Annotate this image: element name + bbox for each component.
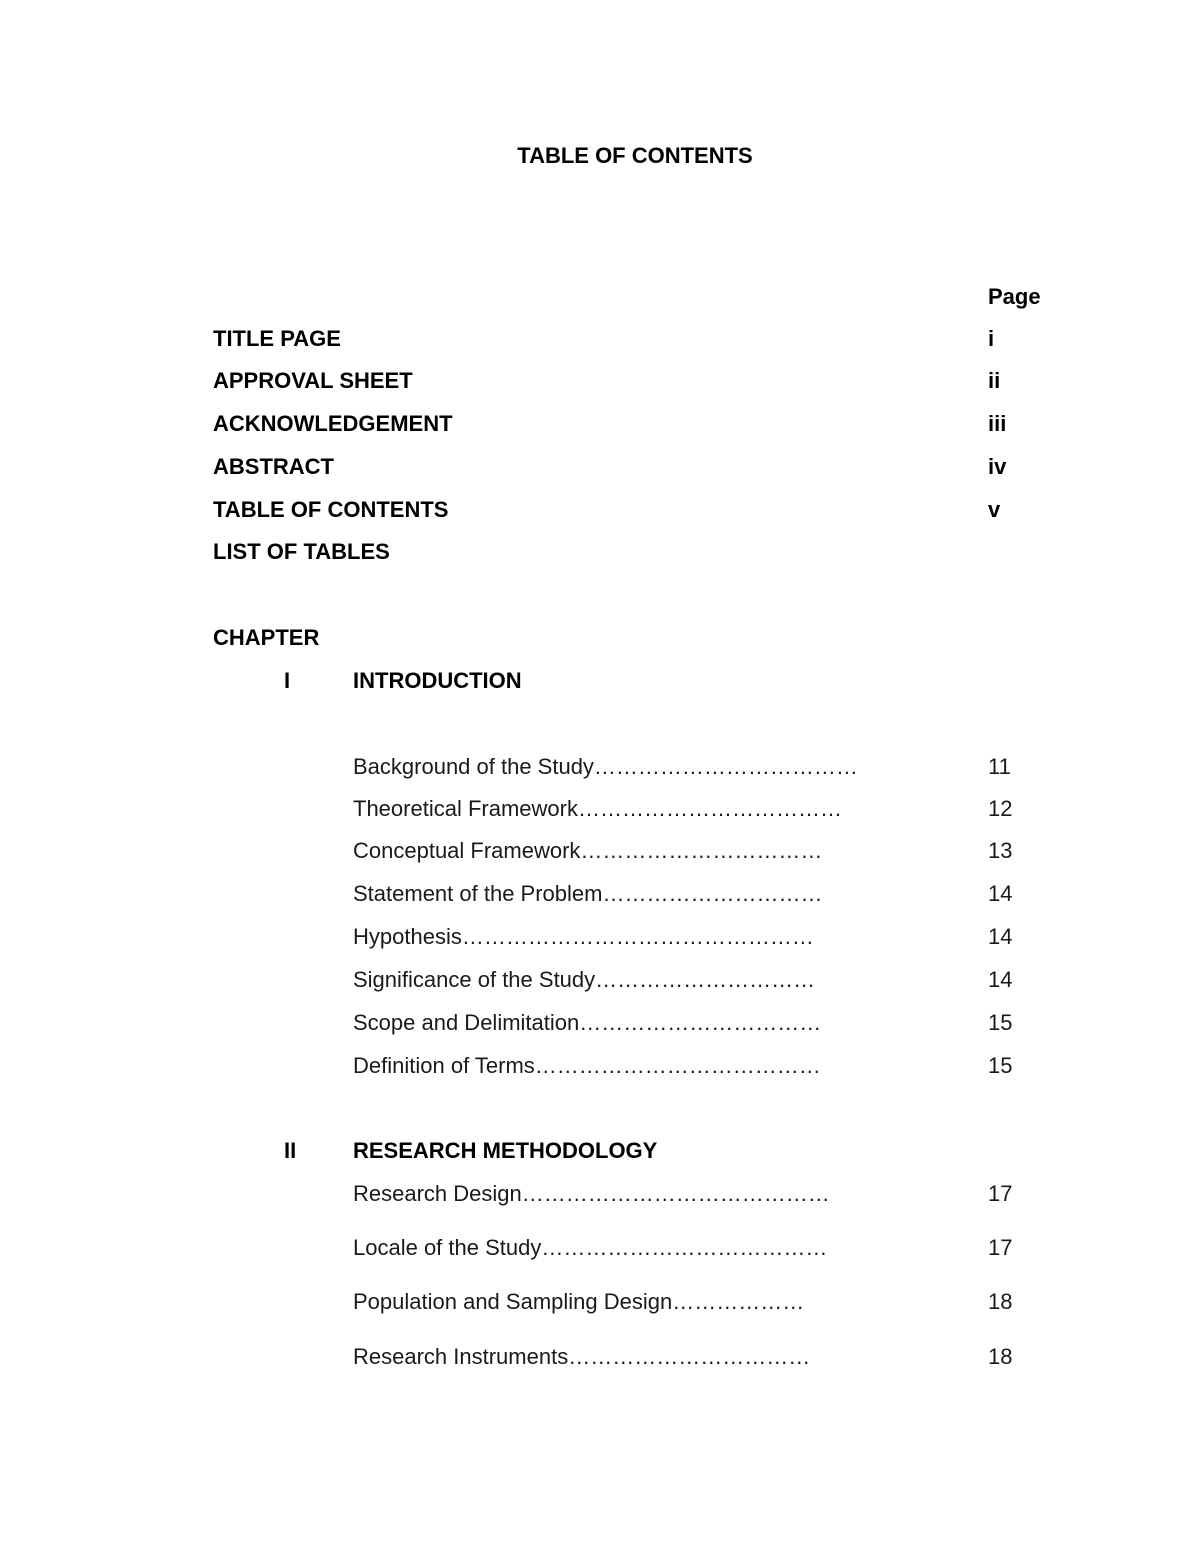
chapter-title: INTRODUCTION <box>353 668 522 693</box>
toc-section-entry: Conceptual Framework…………………………… <box>353 838 823 863</box>
toc-page-abstract: iv <box>988 454 1007 479</box>
chapter-heading: CHAPTER <box>213 625 320 650</box>
toc-section-entry: Theoretical Framework……………………………… <box>353 796 842 821</box>
toc-entry-table-of-contents: TABLE OF CONTENTS <box>213 497 449 522</box>
toc-section-page: 17 <box>988 1235 1013 1260</box>
chapter-title: RESEARCH METHODOLOGY <box>353 1138 658 1163</box>
toc-section-page: 18 <box>988 1289 1013 1314</box>
toc-section-entry: Population and Sampling Design……………… <box>353 1289 805 1314</box>
toc-section-entry: Significance of the Study………………………… <box>353 967 816 992</box>
chapter-numeral: II <box>284 1138 297 1163</box>
toc-section-page: 15 <box>988 1053 1013 1078</box>
toc-page-title-page: i <box>988 326 995 351</box>
toc-section-entry: Research Instruments…………………………… <box>353 1344 811 1369</box>
toc-section-entry: Statement of the Problem………………………… <box>353 881 823 906</box>
toc-section-page: 13 <box>988 838 1013 863</box>
toc-entry-approval-sheet: APPROVAL SHEET <box>213 368 413 393</box>
chapter-numeral: I <box>284 668 291 693</box>
document-title: TABLE OF CONTENTS <box>517 143 753 168</box>
toc-page-acknowledgement: iii <box>988 411 1007 436</box>
toc-section-entry: Locale of the Study………………………………… <box>353 1235 828 1260</box>
toc-entry-abstract: ABSTRACT <box>213 454 334 479</box>
toc-section-page: 18 <box>988 1344 1013 1369</box>
toc-section-entry: Background of the Study……………………………… <box>353 754 858 779</box>
toc-section-entry: Definition of Terms………………………………… <box>353 1053 821 1078</box>
toc-section-entry: Hypothesis………………………………………… <box>353 924 814 949</box>
toc-section-page: 14 <box>988 967 1013 992</box>
toc-section-page: 15 <box>988 1010 1013 1035</box>
toc-section-page: 14 <box>988 924 1013 949</box>
toc-entry-list-of-tables: LIST OF TABLES <box>213 539 390 564</box>
page-column-header: Page <box>988 284 1041 309</box>
toc-section-entry: Scope and Delimitation…………………………… <box>353 1010 822 1035</box>
toc-page-approval-sheet: ii <box>988 368 1001 393</box>
toc-entry-title-page: TITLE PAGE <box>213 326 341 351</box>
toc-section-page: 17 <box>988 1181 1013 1206</box>
toc-entry-acknowledgement: ACKNOWLEDGEMENT <box>213 411 453 436</box>
toc-section-entry: Research Design…………………………………… <box>353 1181 830 1206</box>
toc-page-table-of-contents: v <box>988 497 1001 522</box>
toc-section-page: 14 <box>988 881 1013 906</box>
toc-section-page: 11 <box>988 754 1011 779</box>
toc-section-page: 12 <box>988 796 1013 821</box>
